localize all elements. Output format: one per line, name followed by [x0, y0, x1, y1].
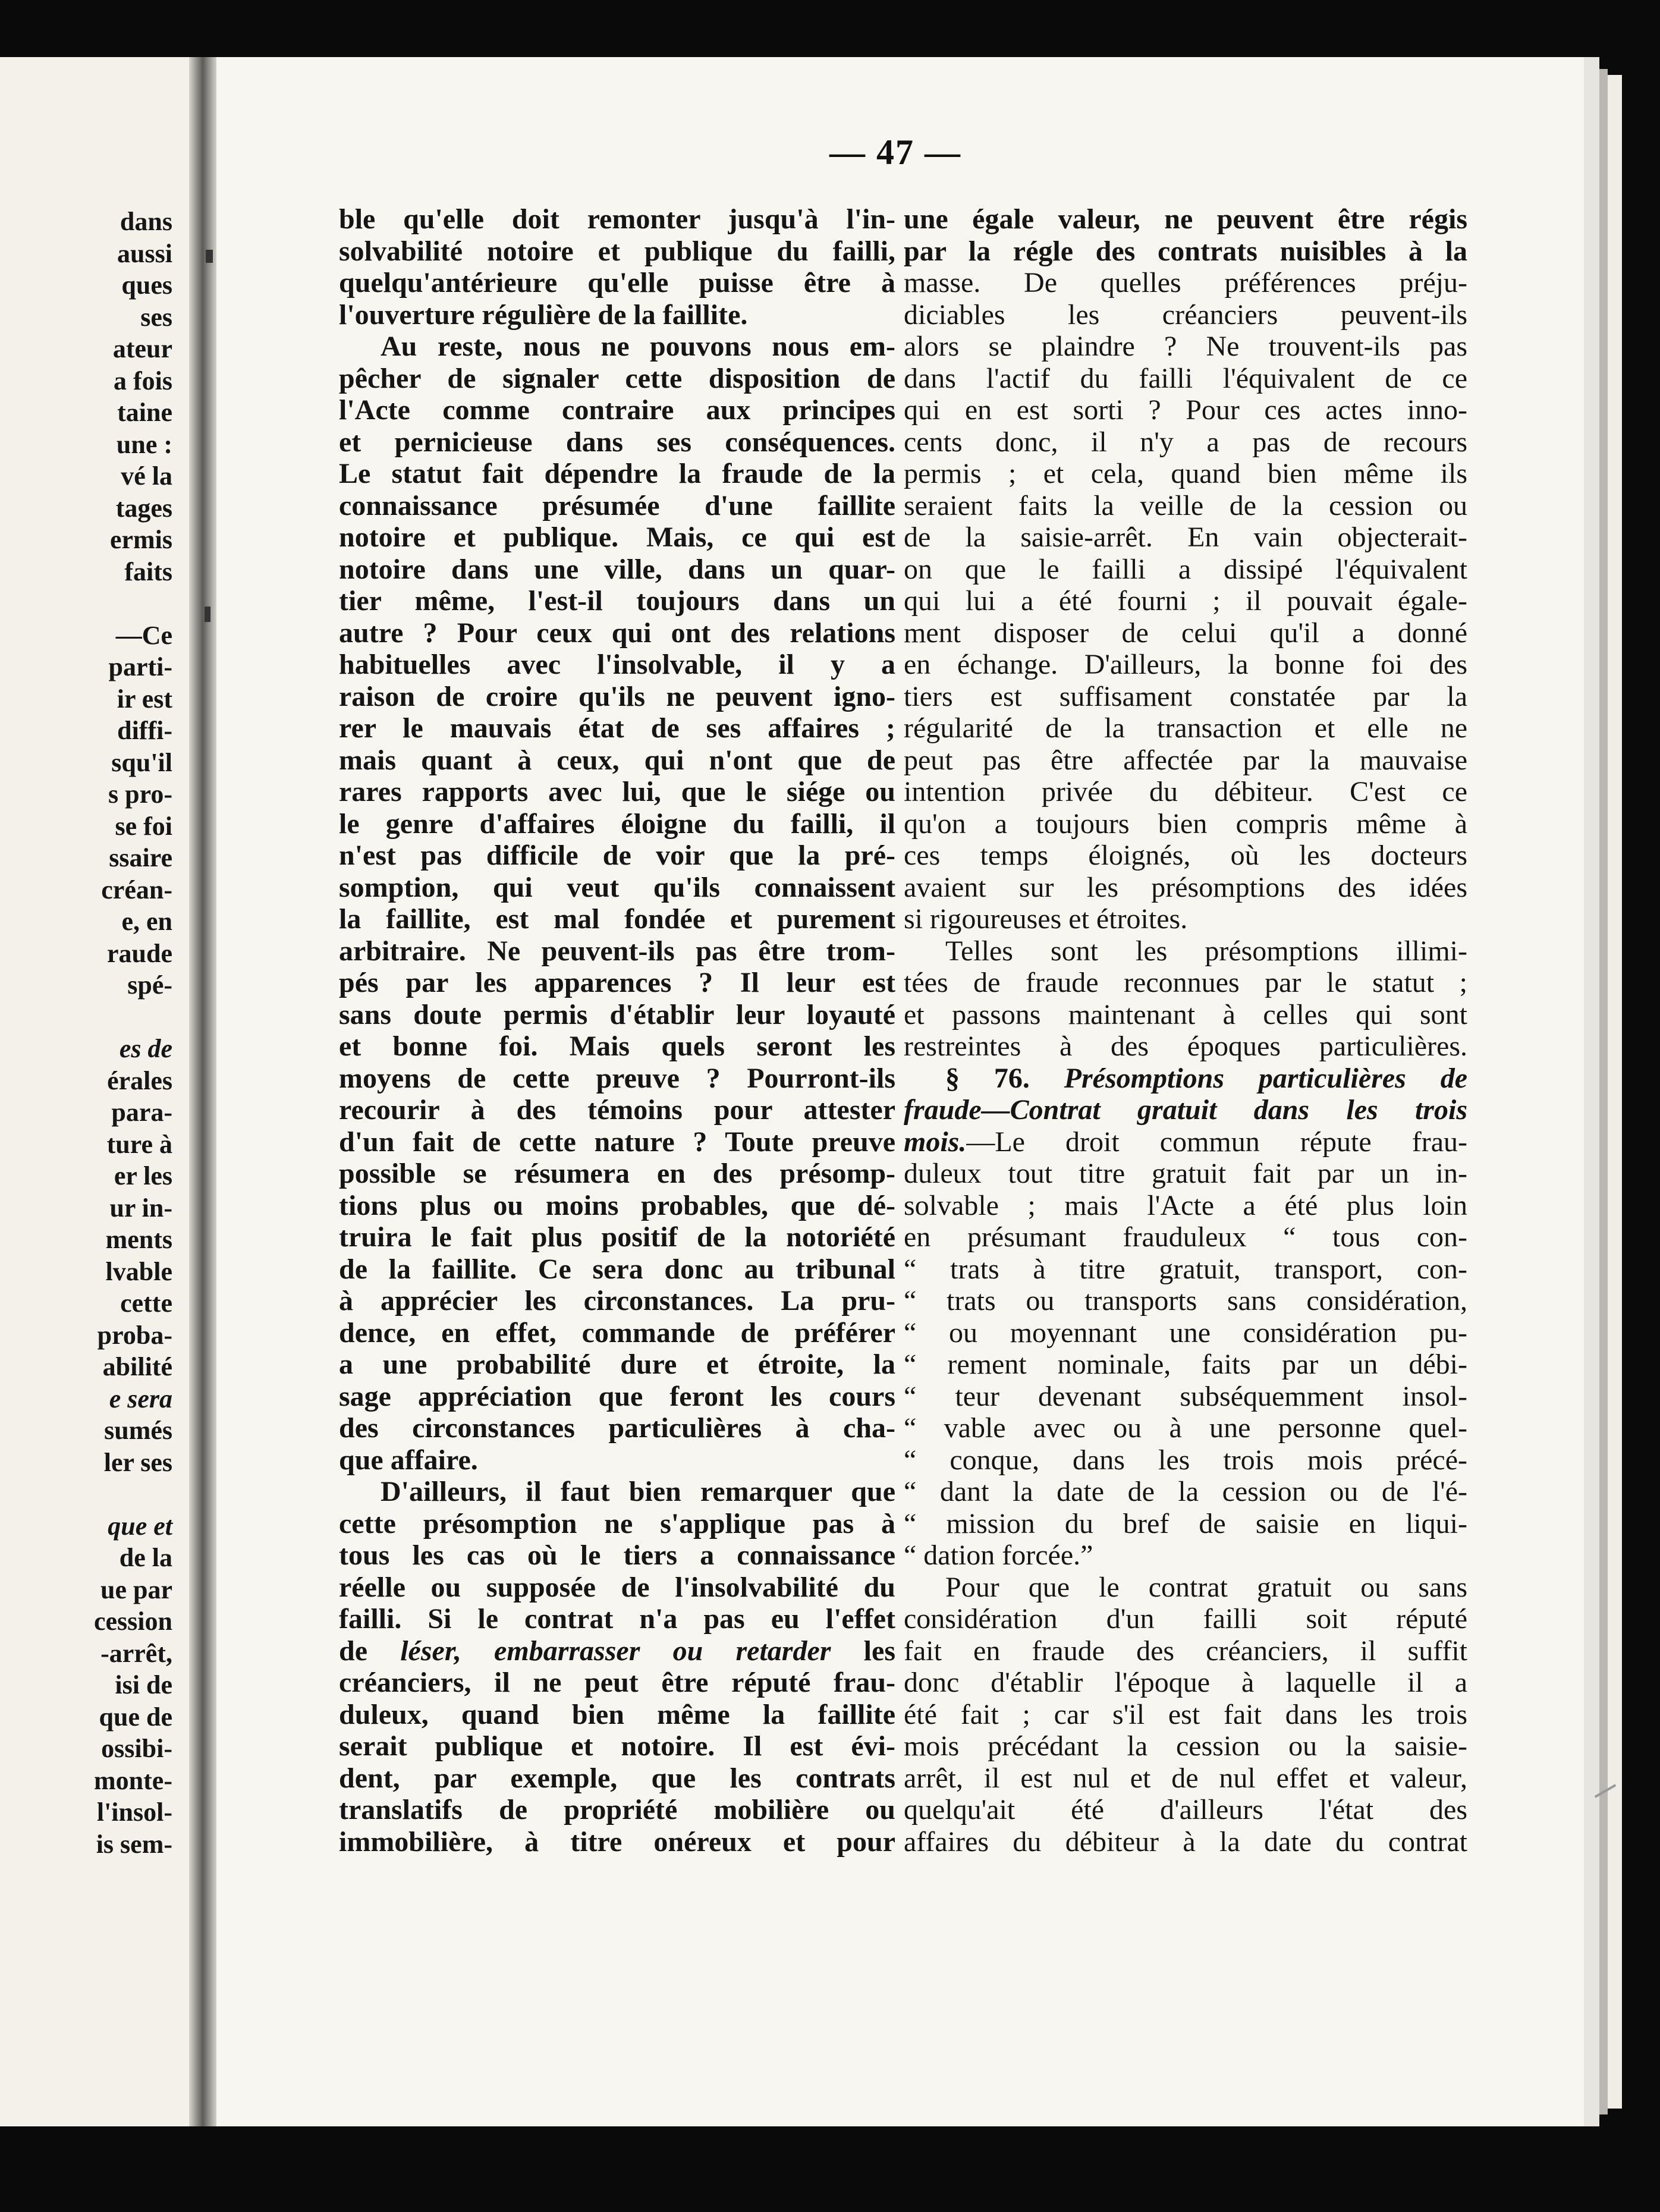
text-line: [904, 1126, 1467, 1158]
fragment-line: ssaire: [109, 843, 172, 872]
fragment-line: lvable: [105, 1256, 172, 1286]
quoted-line: “ trats à titre gratuit, transport, con-: [904, 1253, 1467, 1285]
text-segment: les: [831, 1635, 895, 1667]
page-edge-shadow: [1599, 69, 1608, 2114]
text-line: pés par les apparences ? Il leur est: [339, 967, 895, 998]
text-line: qu'on a toujours bien compris même à: [904, 807, 1467, 840]
text-column-left: [339, 203, 895, 1858]
fragment-line: [0, 1001, 172, 1033]
text-line: truira le fait plus positif de la notoriété: [339, 1221, 895, 1253]
text-line: autre ? Pour ceux qui ont des relations: [339, 617, 895, 649]
quoted-line: “ trats ou transports sans considération,: [904, 1285, 1467, 1316]
text-line: rer le mauvais état de ses affaires ;: [339, 712, 895, 744]
text-line: a une probabilité dure et étroite, la: [339, 1349, 895, 1380]
text-line: immobilière, à titre onéreux et pour: [339, 1825, 895, 1858]
text-line: alors se plaindre ? Ne trouvent-ils pas: [904, 331, 1467, 362]
fragment-line: aussi: [117, 238, 172, 268]
text-line: l'Acte comme contraire aux principes: [339, 394, 895, 426]
text-line: tiers est suffisament constatée par la: [904, 680, 1467, 712]
fragment-line: isi de: [115, 1670, 172, 1699]
text-line: qui lui a été fourni ; il pouvait égale-: [904, 585, 1467, 617]
fragment-line: érales: [107, 1066, 172, 1095]
fragment-line: que et: [108, 1511, 172, 1541]
fragment-line: ermis: [109, 525, 172, 554]
text-line: dent, par exemple, que les contrats: [339, 1762, 895, 1794]
fragment-line: ture à: [106, 1129, 172, 1159]
text-line: fait en fraude des créanciers, il suffit: [904, 1635, 1467, 1667]
text-line: n'est pas difficile de voir que la pré-: [339, 840, 895, 871]
paragraph-start: Telles sont les présomptions illimi-: [945, 935, 1467, 967]
text-line: tous les cas où le tiers a connaissance: [339, 1539, 895, 1571]
paragraph-start: Pour que le contrat gratuit ou sans: [945, 1571, 1467, 1603]
text-line: de la faillite. Ce sera donc au tribunal: [339, 1253, 895, 1285]
fragment-line: ir est: [117, 684, 172, 714]
text-segment: —Le droit commun répute frau-: [966, 1126, 1467, 1158]
text-line: peut pas être affectée par la mauvaise: [904, 744, 1467, 776]
text-column-right: [904, 203, 1467, 1858]
quoted-line: “ teur devenant subséquemment insol-: [904, 1380, 1467, 1412]
text-line-with-italics: [339, 1635, 895, 1667]
text-line: arrêt, il est nul et de nul effet et valeur,: [904, 1762, 1467, 1794]
text-line: en présumant frauduleux “ tous con-: [904, 1221, 1467, 1253]
section-title: Présomptions particulières de: [1064, 1062, 1467, 1094]
fragment-line: cette: [120, 1289, 172, 1318]
section-heading-line: [904, 1063, 1467, 1095]
text-line: failli. Si le contrat n'a pas eu l'effet: [339, 1603, 895, 1635]
quoted-line: “ conque, dans les trois mois précé-: [904, 1444, 1467, 1476]
text-line: quelqu'antérieure qu'elle puisse être à: [339, 267, 895, 299]
text-line: ment disposer de celui qu'il a donné: [904, 617, 1467, 649]
text-line: rares rapports avec lui, que le siége ou: [339, 776, 895, 807]
text-line: l'ouverture régulière de la faillite.: [339, 299, 748, 331]
fragment-line: se foi: [115, 811, 172, 841]
fragment-line: e sera: [109, 1384, 172, 1413]
text-line: translatifs de propriété mobilière ou: [339, 1794, 895, 1825]
text-line: d'un fait de cette nature ? Toute preuve: [339, 1126, 895, 1158]
text-line: que affaire.: [339, 1444, 478, 1476]
quoted-line: “ mission du bref de saisie en liqui-: [904, 1507, 1467, 1539]
text-line: sage appréciation que feront les cours: [339, 1380, 895, 1412]
text-line: et bonne foi. Mais quels seront les: [339, 1030, 895, 1062]
text-line: mois précédant la cession ou la saisie-: [904, 1730, 1467, 1762]
fragment-line: ue par: [100, 1575, 172, 1604]
fragment-line: spé-: [127, 970, 172, 1000]
fragment-line: e, en: [121, 907, 172, 936]
fragment-line: ur in-: [109, 1193, 172, 1223]
text-line: dans l'actif du failli l'équivalent de ce: [904, 362, 1467, 394]
page-number: — 47 —: [829, 133, 961, 172]
text-line: masse. De quelles préférences préju-: [904, 267, 1467, 299]
fragment-line: squ'il: [111, 747, 172, 777]
fragment-line: taine: [117, 398, 172, 427]
text-line: cette présomption ne s'applique pas à: [339, 1507, 895, 1539]
text-line: intention privée du débiteur. C'est ce: [904, 776, 1467, 807]
text-line: on que le failli a dissipé l'équivalent: [904, 553, 1467, 585]
text-line: tées de fraude reconnues par le statut ;: [904, 967, 1467, 998]
text-line: la faillite, est mal fondée et purement: [339, 903, 895, 935]
quoted-line: “ dant la date de la cession ou de l'é-: [904, 1476, 1467, 1507]
section-title-continued: fraude—Contrat gratuit dans les trois: [904, 1094, 1467, 1126]
text-line: si rigoureuses et étroites.: [904, 903, 1188, 935]
fragment-line: ses: [140, 302, 172, 332]
scan-speck: [205, 607, 210, 622]
scan-speck: [206, 250, 213, 263]
text-line: à apprécier les circonstances. La pru-: [339, 1285, 895, 1316]
text-line: et pernicieuse dans ses conséquences.: [339, 426, 895, 458]
fragment-line: es de: [119, 1034, 172, 1063]
fragment-line: [0, 1478, 172, 1510]
fragment-line: para-: [111, 1098, 172, 1127]
text-line: créanciers, il ne peut être réputé frau-: [339, 1667, 895, 1698]
text-line: une égale valeur, ne peuvent être régis: [904, 203, 1467, 235]
text-line: seraient faits la veille de la cession ou: [904, 489, 1467, 521]
fragment-line: que de: [99, 1702, 172, 1732]
text-line: permis ; et cela, quand bien même ils: [904, 458, 1467, 489]
text-line: et passons maintenant à celles qui sont: [904, 998, 1467, 1030]
fragment-line: de la: [119, 1543, 172, 1572]
text-line: donc d'établir l'époque à laquelle il a: [904, 1667, 1467, 1698]
text-line: notoire et publique. Mais, ce qui est: [339, 521, 895, 553]
section-title-end: mois.: [904, 1126, 967, 1158]
fragment-line: une :: [116, 429, 172, 459]
text-line: serait publique et notoire. Il est évi-: [339, 1730, 895, 1762]
quoted-line: “ ou moyennant une considération pu-: [904, 1316, 1467, 1349]
text-line: restreintes à des époques particulières.: [904, 1030, 1467, 1062]
paragraph-start: D'ailleurs, il faut bien remarquer que: [381, 1476, 895, 1507]
fragment-line: —Ce: [115, 620, 172, 650]
text-line: duleux, quand bien même la faillite: [339, 1698, 895, 1730]
text-line: connaissance présumée d'une faillite: [339, 489, 895, 521]
text-line: raison de croire qu'ils ne peuvent igno-: [339, 680, 895, 712]
text-line: solvabilité notoire et publique du failli,: [339, 235, 895, 267]
text-line: sans doute permis d'établir leur loyauté: [339, 998, 895, 1030]
text-line: solvable ; mais l'Acte a été plus loin: [904, 1189, 1467, 1221]
fragment-line: [0, 587, 172, 620]
text-line: habituelles avec l'insolvable, il y a: [339, 649, 895, 680]
fragment-line: s pro-: [108, 780, 172, 809]
fragment-line: cession: [94, 1607, 172, 1636]
italic-phrase: léser, embarrasser ou retarder: [400, 1635, 831, 1667]
fragment-line: ques: [121, 271, 172, 300]
text-line: recourir à des témoins pour attester: [339, 1094, 895, 1126]
fragment-line: vé la: [121, 461, 172, 491]
text-line: par la régle des contrats nuisibles à la: [904, 235, 1467, 267]
fragment-line: a fois: [114, 366, 172, 395]
quoted-line: “ dation forcée.”: [904, 1539, 1093, 1571]
text-line: mais quant à ceux, qui n'ont que de: [339, 744, 895, 776]
quoted-line: “ rement nominale, faits par un débi-: [904, 1349, 1467, 1380]
text-line: tier même, l'est-il toujours dans un: [339, 585, 895, 617]
fragment-line: -arrêt,: [100, 1638, 172, 1668]
fragment-line: diffi-: [117, 716, 172, 745]
fragment-line: créan-: [101, 875, 172, 904]
text-line: affaires du débiteur à la date du contrat: [904, 1825, 1467, 1858]
text-line: considération d'un failli soit réputé: [904, 1603, 1467, 1635]
text-line: en échange. D'ailleurs, la bonne foi des: [904, 649, 1467, 680]
text-line: cents donc, il n'y a pas de recours: [904, 426, 1467, 458]
text-line: tions plus ou moins probables, que dé-: [339, 1189, 895, 1221]
paragraph-start: Au reste, nous ne pouvons nous em-: [381, 331, 895, 362]
quoted-line: “ vable avec ou à une personne quel-: [904, 1412, 1467, 1444]
text-line: réelle ou supposée de l'insolvabilité du: [339, 1571, 895, 1603]
fragment-line: raude: [107, 938, 172, 968]
fragment-line: tages: [115, 493, 172, 523]
fragment-line: ossibi-: [101, 1734, 172, 1763]
page-edge: [1584, 57, 1599, 2126]
text-line: ble qu'elle doit remonter jusqu'à l'in-: [339, 203, 895, 235]
book-gutter: [189, 57, 216, 2126]
section-number: § 76.: [945, 1062, 1064, 1094]
text-segment: de: [339, 1635, 401, 1667]
facing-page-text-fragments: [0, 206, 172, 1860]
text-line: dence, en effet, commande de préférer: [339, 1316, 895, 1349]
text-line: moyens de cette preuve ? Pourront-ils: [339, 1062, 895, 1094]
text-line: possible se résumera en des présomp-: [339, 1158, 895, 1189]
fragment-line: proba-: [97, 1320, 172, 1350]
fragment-line: is sem-: [96, 1829, 172, 1859]
page-edge-outer: [1608, 75, 1622, 2109]
text-line: somption, qui veut qu'ils connaissent: [339, 871, 895, 903]
fragment-line: faits: [124, 557, 172, 586]
text-line: le genre d'affaires éloigne du failli, il: [339, 807, 895, 840]
fragment-line: l'insol-: [96, 1798, 172, 1827]
text-line: qui en est sorti ? Pour ces actes inno-: [904, 394, 1467, 426]
fragment-line: er les: [114, 1161, 172, 1190]
fragment-line: ments: [105, 1225, 172, 1254]
fragment-line: ler ses: [103, 1447, 172, 1477]
fragment-line: ateur: [112, 334, 172, 363]
text-line: avaient sur les présomptions des idées: [904, 871, 1467, 903]
fragment-line: abilité: [102, 1352, 172, 1381]
text-line: pêcher de signaler cette disposition de: [339, 362, 895, 394]
text-line: duleux tout titre gratuit fait par un in-: [904, 1158, 1467, 1189]
text-line: ces temps éloignés, où les docteurs: [904, 840, 1467, 871]
fragment-line: monte-: [94, 1765, 172, 1795]
text-line: diciables les créanciers peuvent-ils: [904, 299, 1467, 331]
text-line: été fait ; car s'il est fait dans les trois: [904, 1698, 1467, 1730]
text-line: quelqu'ait été d'ailleurs l'état des: [904, 1794, 1467, 1825]
fragment-line: dans: [120, 207, 172, 236]
text-line: de la saisie-arrêt. En vain objecterait-: [904, 521, 1467, 553]
facing-page: [0, 57, 189, 2126]
text-line: notoire dans une ville, dans un quar-: [339, 553, 895, 585]
text-line: Le statut fait dépendre la fraude de la: [339, 458, 895, 489]
text-line: des circonstances particulières à cha-: [339, 1412, 895, 1444]
fragment-line: sumés: [104, 1416, 172, 1445]
text-line: régularité de la transaction et elle ne: [904, 712, 1467, 744]
text-line: arbitraire. Ne peuvent-ils pas être trom-: [339, 935, 895, 967]
fragment-line: parti-: [108, 652, 172, 681]
